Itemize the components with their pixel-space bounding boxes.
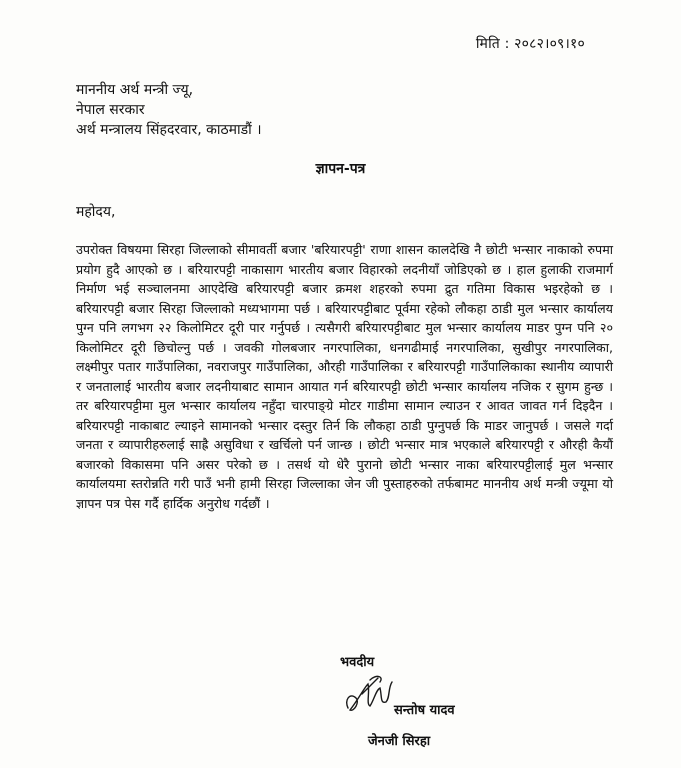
letter-subject: ज्ञापन-पत्र <box>315 161 366 177</box>
recipient-address <box>76 80 262 140</box>
address-line-3: अर्थ मन्त्रालय सिंहदरवार, काठमाडौं । <box>76 122 262 138</box>
closing-word: भवदीय <box>340 655 375 670</box>
address-line-1: माननीय अर्थ मन्त्री ज्यू, <box>76 82 194 98</box>
signatory-organization: जेनजी सिरहा <box>368 734 431 749</box>
salutation: महोदय, <box>76 204 116 220</box>
signatory-name: सन्तोष यादव <box>394 703 455 718</box>
address-line-2: नेपाल सरकार <box>76 102 145 118</box>
date-line: मिति : २०८२।०९।१० <box>475 36 585 52</box>
signature-icon <box>340 670 400 720</box>
letter-body: उपरोक्त विषयमा सिरहा जिल्लाको सीमावर्ती बजार 'बरियारपट्टी' राणा शासन कालदेखि नै छोटी भन्सार नाकाको रुपमा प्रयोग हुदै आएको छ । बरियारपट्टी नाकासाग भारतीय बजार विहारको लदनीयाँ जोडिएको छ । हाल हुलाकी राजमार्ग निर्माण भई सञ्चालनमा आएदेखि बरियारपट्टी बजार क्रमश शहरको रुपमा द्रुत गतिमा विकास भइरहेको छ । बरियारपट्टी बजार सिरहा जिल्लाको मध्यभागमा पर्छ । बरियारपट्टीबाट पूर्वमा रहेको लौकहा ठाडी मुल भन्सार कार्यालय पुग्न पनि लगभग २२ किलोमिटर दूरी पार गर्नुपर्छ । त्यसैगरी बरियारपट्टीबाट मुल भन्सार कार्यालय माडर पुग्न पनि २० किलोमिटर दूरी छिचोल्नु पर्छ । जवकी गोलबजार नगरपालिका, धनगढीमाई नगरपालिका, सुखीपुर नगरपालिका, लक्ष्मीपुर पतार गाउँपालिका, नवराजपुर गाउँपालिका, औरही गाउँपालिका र बरियारपट्टी गाउँपालिकाका स्थानीय व्यापारी र जनतालाई भारतीय बजार लदनीयाबाट सामान आयात गर्न बरियारपट्टी छोटी भन्सार कार्यालय नजिक र सुगम हुन्छ । तर बरियारपट्टीमा मुल भन्सार कार्यालय नहुँदा चारपाङ्ग्रे मोटर गाडीमा सामान ल्याउन र आवत जावत गर्न दिइदैन । बरियारपट्टी नाकाबाट ल्याइने सामानको भन्सार दस्तुर तिर्न कि लौकहा ठाडी पुग्नुपर्छ कि माडर जानुपर्छ । जसले गर्दा जनता र व्यापारीहरुलाई साह्रै असुविधा र खर्चिलो पर्न जान्छ । छोटी भन्सार मात्र भएकाले बरियारपट्टी र औरही कैयौं बजारको विकासमा पनि असर परेको छ । तसर्थ यो धेरै पुरानो छोटी भन्सार नाका बरियारपट्टीलाई मुल भन्सार कार्यालयमा स्तरोन्नति गरी पाउँ भनी हामी सिरहा जिल्लाका जेन जी पुस्ताहरुको तर्फबामट माननीय अर्थ मन्त्री ज्यूमा यो ज्ञापन पत्र पेस गर्दै हार्दिक अनुरोध गर्दछौं । <box>76 242 613 511</box>
